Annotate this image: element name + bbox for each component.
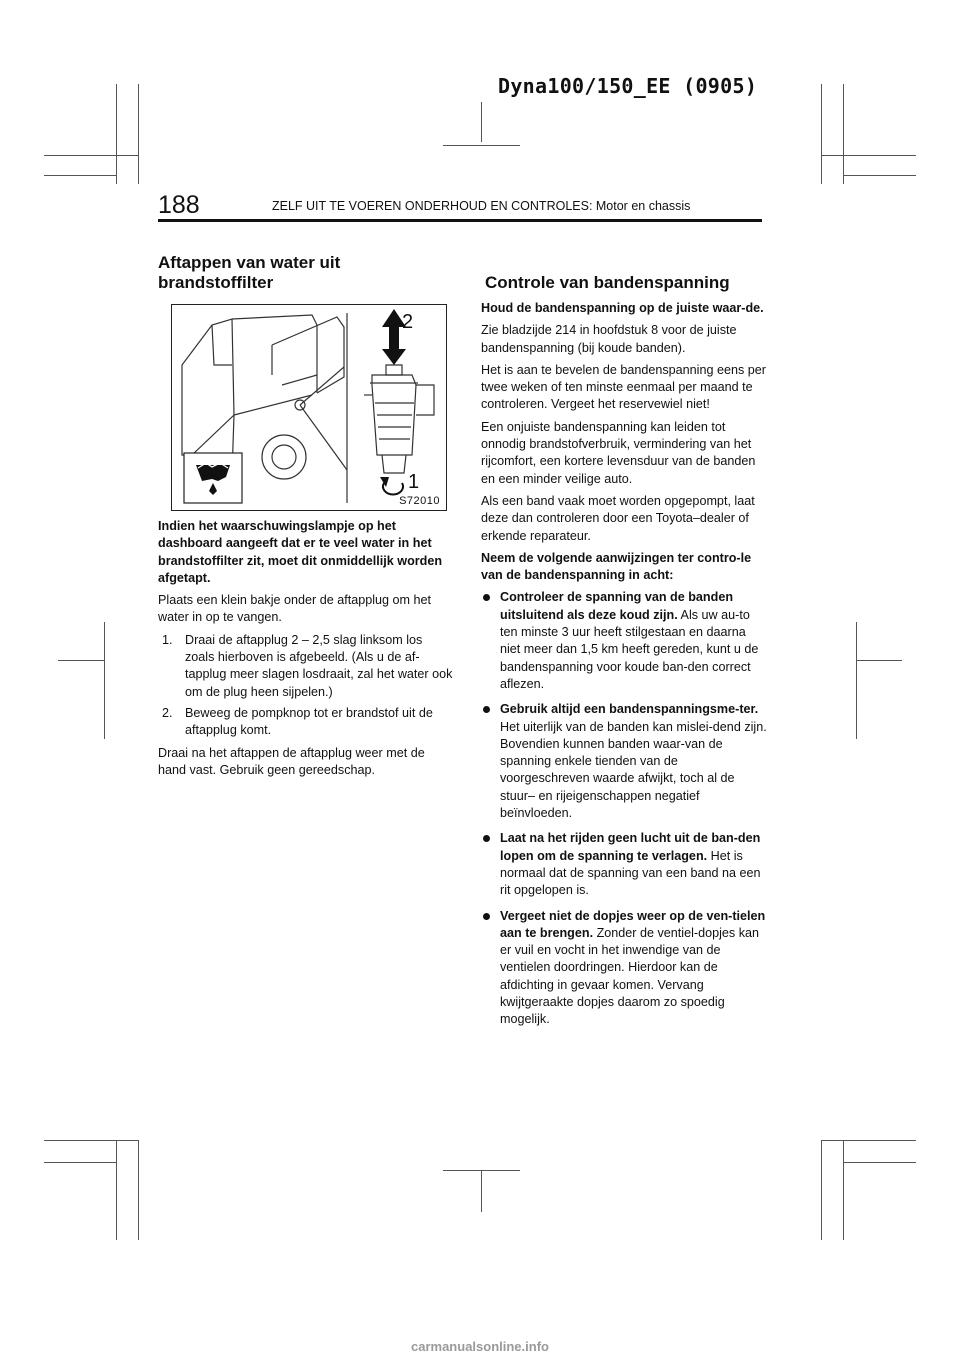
figure-callout-1: 1 <box>408 471 420 493</box>
bullet-icon <box>483 835 490 842</box>
running-head: ZELF UIT TE VOEREN ONDERHOUD EN CONTROLES: Motor en chassis <box>272 199 691 213</box>
list-item: Controleer de spanning van de banden uitsluitend als deze koud zijn. Als uw au-to ten minste 3 uur heeft stilgestaan en daarna niet meer dan 1,5 km heeft gereden, kunt u de bandenspanning voor koude ban-den correct aflezen. <box>481 589 767 693</box>
right-column <box>481 300 767 1037</box>
list-item: 2. Beweeg de pompknop tot er brandstof uit de aftapplug komt. <box>162 705 433 738</box>
fuel-filter-steps <box>158 632 453 740</box>
list-item: Vergeet niet de dopjes weer op de ven-tielen aan te brengen. Zonder de ventiel-dopjes kan er vuil en vocht in het inwendige van de ventielen doordringen. Hierdoor kan de afdichting in gevaar komen. Vervang kwijtgeraakte dopjes daarom zo spoedig mogelijk. <box>481 908 767 1029</box>
document-code: Dyna100/150_EE (0905) <box>498 74 758 98</box>
fuel-filter-warning: Indien het waarschuwingslampje op het dashboard aangeeft dat er te veel water in het brandstoffilter zit, moet dit onmiddellijk worden afgetapt. <box>158 519 443 585</box>
fuel-filter-drawing <box>172 305 446 510</box>
figure-callout-2: 2 <box>402 311 414 333</box>
bullet-icon <box>483 594 490 601</box>
tire-para-2: Het is aan te bevelen de bandenspanning eens per twee weken of ten minste eenmaal per maand te controleren. Vergeet het reservewiel niet! <box>481 362 766 412</box>
tire-intro: Houd de bandenspanning op de juiste waar-de. <box>481 301 764 315</box>
tire-para-1: Zie bladzijde 214 in hoofdstuk 8 voor de juiste bandenspanning (bij koude banden). <box>481 323 737 355</box>
left-column <box>158 518 453 784</box>
tire-para-4: Als een band vaak moet worden opgepompt, laat deze dan controleren door een Toyota–dealer of erkende reparateur. <box>481 493 755 543</box>
bullet-icon <box>483 913 490 920</box>
fuel-filter-para-2: Draai na het aftappen de aftapplug weer met de hand vast. Gebruik geen gereedschap. <box>158 745 425 777</box>
header-rule <box>158 219 762 222</box>
list-item: Gebruik altijd een bandenspanningsme-ter. Het uiterlijk van de banden kan mislei-dend zijn. Bovendien kunnen banden waar-van de spanning enkele tienden van de voorgeschreven waarde afwijkt, toch al de stuur– en rijeigenschappen negatief beïnvloeden. <box>481 701 767 822</box>
figure-code: S72010 <box>399 495 440 507</box>
list-item: 1. Draai de aftapplug 2 – 2,5 slag linksom los zoals hierboven is afgebeeld. (Als u de af-tapplug meer slagen losdraait, zal het water ook om de plug heen sijpelen.) <box>162 632 453 699</box>
bullet-icon <box>483 706 490 713</box>
section-title-tire-pressure: Controle van bandenspanning <box>485 273 730 292</box>
page-number: 188 <box>158 191 200 219</box>
tire-bullets-intro: Neem de volgende aanwijzingen ter contro-le van de bandenspanning in acht: <box>481 550 752 583</box>
section-title-fuel-filter: Aftappen van water uit brandstoffilter <box>158 253 341 292</box>
tire-para-3: Een onjuiste bandenspanning kan leiden tot onnodig brandstofverbruik, vermindering van het rijcomfort, een kortere levensduur van de banden en een minder veilige auto. <box>481 419 756 486</box>
fuel-filter-illustration <box>171 304 447 511</box>
watermark: carmanualsonline.info <box>411 1339 549 1354</box>
fuel-filter-para-1: Plaats een klein bakje onder de aftapplug om het water in op te vangen. <box>158 593 432 625</box>
list-item: Laat na het rijden geen lucht uit de ban-den lopen om de spanning te verlagen. Het is normaal dat de spanning van een band na een rit opgelopen is. <box>481 830 767 899</box>
tire-guidelines <box>481 589 767 1028</box>
